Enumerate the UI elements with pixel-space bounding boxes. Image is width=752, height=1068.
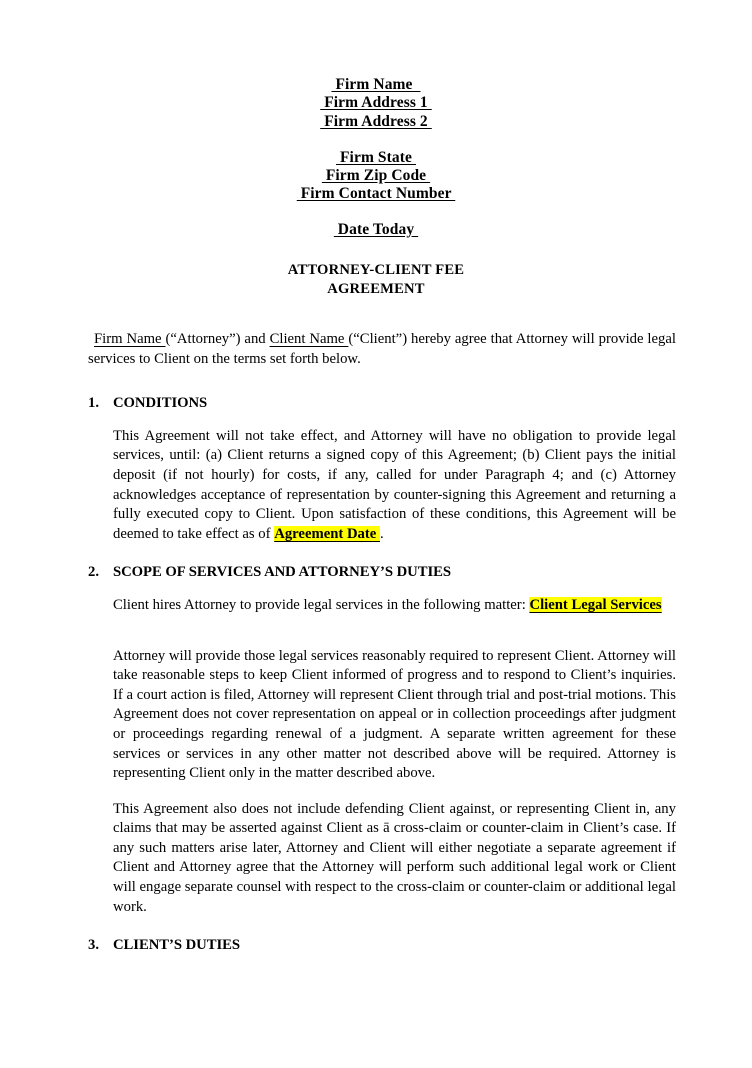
- section-2-paragraph-1: [113, 596, 676, 616]
- spacer-section-1-heading: [88, 414, 676, 427]
- firm-name-field: Firm Name: [331, 76, 421, 93]
- letterhead-firm-name: [0, 76, 752, 94]
- agreement-date-highlight-field: Agreement Date: [274, 525, 380, 542]
- section-1-number: 1.: [88, 395, 100, 412]
- intro-paragraph: [88, 330, 676, 369]
- spacer-before-section-1: [88, 369, 676, 394]
- section-1-body: [88, 427, 676, 545]
- spacer-section-2-p1-p2: [113, 616, 676, 647]
- page-title: [0, 261, 752, 299]
- letterhead-zip: [0, 167, 752, 185]
- section-2-number: 2.: [88, 564, 100, 581]
- section-2-paragraph-2: Attorney will provide those legal services reasonably required to represent Client. Attorney will take reasonable steps to keep Client informed of progress and to respond to Client’s inquiries. If a court action is filed, Attorney will represent Client through trial and post-trial motions. This Agreement does not cover representation on appeal or in collection proceedings after judgment or proceedings regarding renewal of a judgment. A separate written agreement for these services or services in any other matter not described above will be required. Attorney is representing Client only in the matter described above.: [113, 647, 676, 782]
- section-1-p1-text-after: .: [379, 525, 384, 542]
- letterhead-spacer-1: [0, 131, 752, 149]
- section-3: [88, 936, 676, 956]
- spacer-before-section-3: [88, 917, 676, 936]
- letterhead-block: [0, 76, 752, 239]
- intro-firm-name-field: Firm Name: [94, 331, 166, 347]
- intro-client-name-field: Client Name: [269, 331, 349, 347]
- firm-state-field: Firm State: [336, 148, 416, 166]
- section-3-heading: CLIENT’S DUTIES: [113, 937, 240, 954]
- letterhead-address-2: [0, 113, 752, 131]
- section-2-body: [88, 596, 676, 917]
- spacer-section-2-heading: [88, 583, 676, 596]
- section-2-paragraph-3: This Agreement also does not include defending Client against, or representing Client in, any claims that may be asserted against Client as ā cross-claim or counter-claim in Client’s case. If any such matters arise later, Attorney and Client will either negotiate a separate agreement if Client and Attorney agree that the Attorney will perform such additional legal work or Client will engage separate counsel with respect to the cross-claim or counter-claim or additional legal work.: [113, 800, 676, 915]
- letterhead-spacer-2: [0, 204, 752, 221]
- document-body: [88, 330, 676, 956]
- section-1-paragraph-1: [113, 427, 676, 545]
- section-1: [88, 394, 676, 414]
- letterhead-state: [0, 149, 752, 167]
- section-2-p1-text-before: Client hires Attorney to provide legal services in the following matter:: [113, 596, 530, 613]
- intro-text-after-firm: (“Attorney”) and: [165, 331, 270, 347]
- letterhead-address-1: [0, 94, 752, 112]
- page-title-line-1: ATTORNEY-CLIENT FEE: [287, 262, 465, 278]
- spacer-section-2-p2-p3: [113, 784, 676, 800]
- section-1-heading: CONDITIONS: [113, 395, 208, 412]
- firm-contact-number-field: Firm Contact Number: [296, 185, 456, 203]
- date-today-field: Date Today: [333, 220, 419, 238]
- section-2-heading: SCOPE OF SERVICES AND ATTORNEY’S DUTIES: [113, 564, 452, 581]
- spacer-before-section-2: [88, 544, 676, 563]
- section-1-p1-text-before: This Agreement will not take effect, and Attorney will have no obligation to provide legal services, until: (a) Client returns a signed copy of this Agreement; (b) Client pays the initial deposit (if not hourly) for costs, if any, called for under Paragraph 4; and (c) Attorney acknowledges acceptance of representation by counter-signing this Agreement and returning a fully executed copy to Client. Upon satisfaction of these conditions, this Agreement will be deemed to take effect as of: [113, 427, 676, 542]
- client-legal-services-highlight-field: Client Legal Services: [529, 596, 662, 613]
- firm-zip-code-field: Firm Zip Code: [321, 167, 431, 185]
- letterhead-contact: [0, 185, 752, 203]
- page-title-line-2: AGREEMENT: [327, 281, 425, 297]
- firm-address-1-field: Firm Address 1: [320, 94, 432, 112]
- firm-address-2-field: Firm Address 2: [320, 112, 432, 130]
- letterhead-date: [0, 221, 752, 239]
- section-3-number: 3.: [88, 937, 100, 954]
- section-2: [88, 563, 676, 583]
- intro-text-after-client: (“Client”) hereby agree that Attorney will provide legal services to Client on the terms set forth below.: [88, 331, 676, 367]
